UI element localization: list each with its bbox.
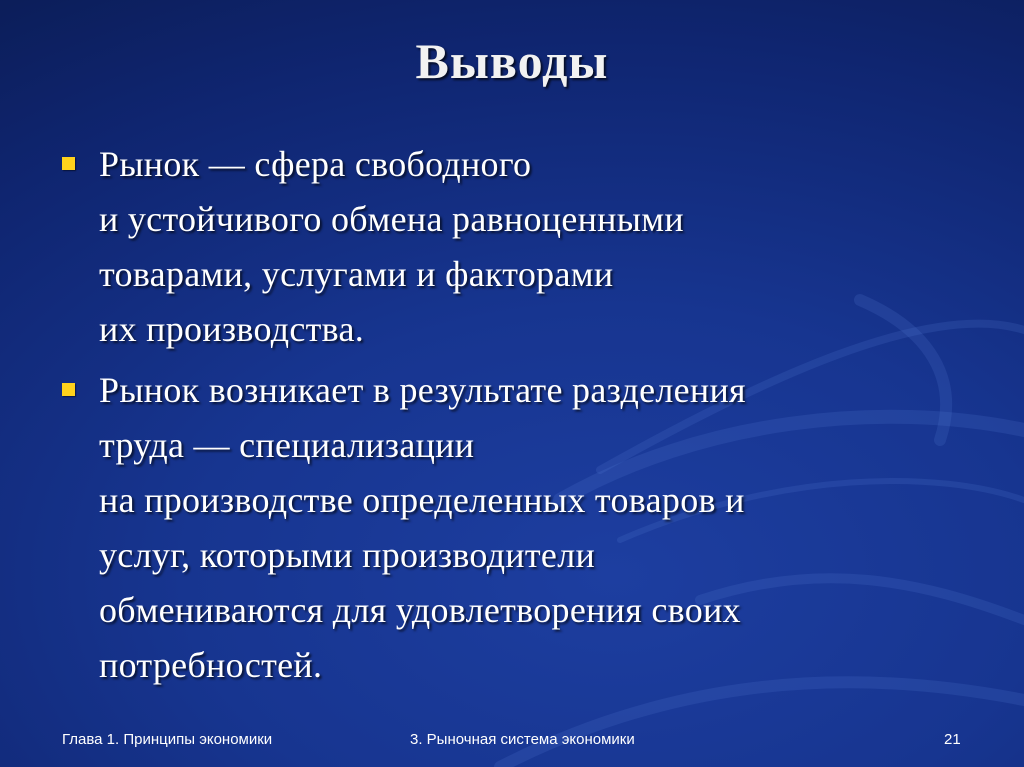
bullet-text-line: обмениваются для удовлетворения своих [99,590,741,630]
footer-section: 3. Рыночная система экономики [410,731,635,748]
bullet-item-market-definition [60,137,960,357]
bullet-text-line: Рынок возникает в результате разделения [99,370,746,410]
slide-title: Выводы [415,33,609,89]
footer-chapter: Глава 1. Принципы экономики [62,731,273,748]
bullet-text-line: и устойчивого обмена равноценными [99,199,684,239]
square-bullet-icon [62,383,75,396]
bullet-text-line: труда — специализации [99,425,475,465]
bullet-text-line: услуг, которыми производители [99,535,596,575]
bullet-text-line: их производства. [99,309,365,349]
square-bullet-icon [62,157,75,170]
bullet-list [60,137,960,699]
bullet-text-line: на производстве определенных товаров и [99,480,745,520]
bullet-item-market-origin [60,363,960,693]
bullet-text-line: Рынок — сфера свободного [99,144,532,184]
bullet-text-line: потребностей. [99,645,323,685]
bullet-text-line: товарами, услугами и факторами [99,254,614,294]
footer-page-number: 21 [944,731,961,748]
